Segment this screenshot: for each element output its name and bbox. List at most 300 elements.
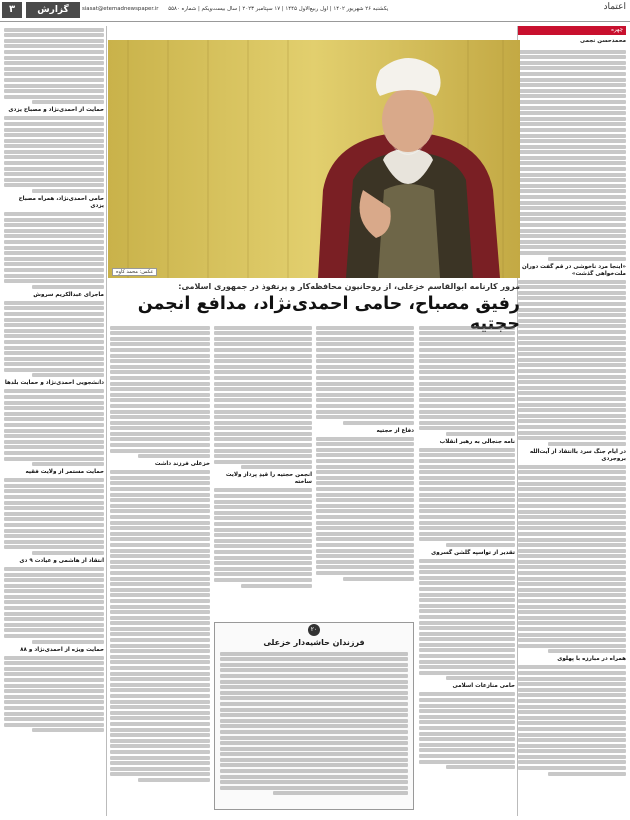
text-line — [518, 145, 626, 149]
cleric-portrait-photo — [108, 40, 520, 278]
text-block — [419, 326, 515, 436]
text-line — [518, 206, 626, 210]
text-line — [419, 487, 515, 491]
text-line — [4, 274, 104, 278]
text-line — [518, 89, 626, 93]
text-line — [220, 741, 408, 745]
text-line — [518, 139, 626, 143]
text-line — [4, 706, 104, 710]
text-line — [548, 772, 626, 776]
text-line — [4, 183, 104, 187]
text-line — [4, 301, 104, 305]
text-line — [316, 393, 414, 397]
text-line — [110, 733, 210, 737]
text-line — [419, 376, 515, 380]
text-line — [518, 397, 626, 401]
text-line — [316, 348, 414, 352]
text-line — [4, 323, 104, 327]
column-subhead: حمایت ویژه از احمدی‌نژاد و ۸۸ — [20, 646, 104, 653]
article-subhead: خزعلی فرزند داشت — [154, 461, 210, 468]
text-line — [316, 543, 414, 547]
text-line — [110, 660, 210, 664]
text-line — [316, 481, 414, 485]
text-line — [220, 696, 408, 700]
text-line — [220, 786, 408, 790]
text-line — [110, 393, 210, 397]
text-line — [518, 106, 626, 110]
text-line — [214, 516, 312, 520]
text-line — [110, 627, 210, 631]
text-line — [4, 362, 104, 366]
text-line — [4, 401, 104, 405]
text-block — [110, 470, 210, 782]
text-line — [214, 561, 312, 565]
text-line — [518, 560, 626, 564]
column-rule — [106, 26, 107, 816]
text-line — [220, 668, 408, 672]
text-line — [214, 421, 312, 425]
text-line — [518, 313, 626, 317]
text-line — [110, 331, 210, 335]
text-line — [110, 616, 210, 620]
box-badge: ۲۰ — [308, 624, 320, 636]
text-line — [110, 560, 210, 564]
text-line — [4, 484, 104, 488]
text-line — [110, 677, 210, 681]
text-line — [4, 279, 104, 283]
text-line — [214, 437, 312, 441]
text-line — [4, 656, 104, 660]
text-line — [4, 578, 104, 582]
text-line — [32, 551, 104, 555]
text-line — [4, 512, 104, 516]
text-line — [419, 698, 515, 702]
text-line — [4, 717, 104, 721]
text-line — [32, 373, 104, 377]
text-line — [4, 661, 104, 665]
text-line — [518, 593, 626, 597]
text-line — [110, 588, 210, 592]
text-line — [110, 370, 210, 374]
text-line — [419, 498, 515, 502]
text-line — [220, 663, 408, 667]
text-line — [518, 150, 626, 154]
text-line — [4, 122, 104, 126]
article-column-4 — [110, 324, 210, 816]
text-line — [220, 775, 408, 779]
text-line — [518, 554, 626, 558]
text-line — [110, 354, 210, 358]
text-line — [214, 426, 312, 430]
text-line — [419, 660, 515, 664]
text-line — [214, 331, 312, 335]
text-line — [518, 721, 626, 725]
text-line — [419, 537, 515, 541]
text-line — [4, 318, 104, 322]
text-line — [518, 510, 626, 514]
text-line — [214, 544, 312, 548]
text-line — [32, 462, 104, 466]
text-line — [518, 716, 626, 720]
text-line — [316, 404, 414, 408]
text-block — [4, 656, 104, 733]
text-line — [214, 505, 312, 509]
text-block — [4, 478, 104, 555]
column-subhead: «اینجا مرد ناخوشی در قم گفت دوران ملت‌خواهی گذشت» — [521, 263, 626, 277]
text-line — [518, 565, 626, 569]
text-line — [518, 369, 626, 373]
text-line — [4, 712, 104, 716]
text-line — [518, 688, 626, 692]
text-line — [214, 488, 312, 492]
text-line — [110, 577, 210, 581]
text-line — [518, 61, 626, 65]
text-line — [4, 133, 104, 137]
text-line — [419, 709, 515, 713]
text-line — [220, 685, 408, 689]
text-line — [214, 337, 312, 341]
text-line — [4, 700, 104, 704]
text-line — [419, 426, 515, 430]
text-line — [419, 593, 515, 597]
text-line — [518, 436, 626, 440]
text-line — [4, 78, 104, 82]
column-subhead: همراه در مبارزه با پهلوی — [557, 656, 626, 663]
text-line — [518, 738, 626, 742]
text-line — [110, 683, 210, 687]
article-subhead: انجمن حجتیه را قیدِ پرداز ولایت ساخته — [225, 472, 312, 486]
text-line — [110, 744, 210, 748]
text-line — [214, 556, 312, 560]
text-line — [419, 504, 515, 508]
text-line — [316, 560, 414, 564]
text-line — [419, 470, 515, 474]
text-line — [419, 404, 515, 408]
text-line — [316, 487, 414, 491]
text-line — [110, 493, 210, 497]
text-line — [518, 178, 626, 182]
text-line — [518, 173, 626, 177]
text-line — [110, 432, 210, 436]
text-line — [4, 234, 104, 238]
text-line — [4, 223, 104, 227]
text-line — [518, 234, 626, 238]
text-line — [419, 521, 515, 525]
text-line — [220, 769, 408, 773]
text-line — [419, 481, 515, 485]
text-line — [110, 644, 210, 648]
text-line — [110, 716, 210, 720]
text-line — [4, 89, 104, 93]
text-line — [518, 100, 626, 104]
text-line — [110, 688, 210, 692]
photo-caption: عکس: محمد کاوه — [112, 268, 157, 276]
text-line — [110, 605, 210, 609]
box-body — [220, 650, 408, 806]
text-line — [110, 672, 210, 676]
text-line — [110, 443, 210, 447]
text-line — [518, 638, 626, 642]
text-line — [110, 694, 210, 698]
text-line — [446, 765, 515, 769]
text-line — [4, 268, 104, 272]
text-line — [110, 515, 210, 519]
text-line — [419, 621, 515, 625]
text-line — [419, 359, 515, 363]
text-line — [214, 393, 312, 397]
text-line — [419, 348, 515, 352]
text-line — [419, 448, 515, 452]
text-line — [518, 610, 626, 614]
text-line — [419, 559, 515, 563]
text-block — [110, 326, 210, 459]
text-line — [32, 640, 104, 644]
text-line — [548, 649, 626, 653]
text-line — [316, 532, 414, 536]
text-line — [220, 736, 408, 740]
text-line — [518, 577, 626, 581]
text-line — [419, 493, 515, 497]
text-line — [110, 481, 210, 485]
text-line — [419, 598, 515, 602]
text-line — [518, 493, 626, 497]
text-line — [518, 760, 626, 764]
text-line — [518, 665, 626, 669]
issue-meta — [82, 6, 388, 12]
text-line — [518, 682, 626, 686]
text-line — [518, 549, 626, 553]
text-line — [4, 406, 104, 410]
text-line — [214, 376, 312, 380]
text-line — [110, 387, 210, 391]
text-line — [110, 410, 210, 414]
text-line — [214, 578, 312, 582]
text-line — [4, 412, 104, 416]
text-line — [214, 567, 312, 571]
text-line — [4, 495, 104, 499]
text-line — [518, 487, 626, 491]
text-line — [316, 365, 414, 369]
article-kicker: مرور کارنامه ابوالقاسم خزعلی، از روحانیون محافظه‌کار و پرنفوذ در جمهوری اسلامی: — [178, 282, 520, 291]
text-line — [316, 370, 414, 374]
text-block — [4, 301, 104, 378]
text-line — [214, 432, 312, 436]
text-line — [518, 744, 626, 748]
text-line — [518, 201, 626, 205]
text-line — [4, 84, 104, 88]
text-line — [110, 376, 210, 380]
text-block — [4, 116, 104, 193]
newspaper-logo: اعتماد — [603, 2, 626, 12]
text-line — [4, 529, 104, 533]
text-line — [214, 326, 312, 330]
text-line — [419, 370, 515, 374]
text-line — [518, 766, 626, 770]
text-line — [110, 632, 210, 636]
text-line — [316, 521, 414, 525]
text-line — [316, 415, 414, 419]
column-subhead: دانشجویی احمدی‌نژاد و حمایت بلدها — [4, 380, 104, 387]
left-column-body — [4, 26, 104, 816]
text-line — [110, 348, 210, 352]
text-line — [214, 370, 312, 374]
text-line — [4, 429, 104, 433]
text-line — [518, 251, 626, 255]
text-line — [316, 504, 414, 508]
text-line — [518, 352, 626, 356]
text-line — [4, 589, 104, 593]
text-line — [518, 184, 626, 188]
text-line — [4, 634, 104, 638]
text-line — [316, 337, 414, 341]
text-line — [419, 337, 515, 341]
text-line — [4, 246, 104, 250]
text-line — [214, 415, 312, 419]
text-line — [4, 144, 104, 148]
text-line — [419, 615, 515, 619]
column-subhead: انتقاد از هاشمی و عیادت ۹ دی — [19, 557, 104, 564]
text-block — [518, 665, 626, 775]
issue-date: یکشنبه ۲۶ شهریور ۱۴۰۲ | اول ربیع‌الاول ۱۴۴۵ | ۱۷ سپتامبر ۲۰۲۳ | سال بیست‌و‌یکم | شماره ۵۵۸۰ — [168, 6, 389, 12]
text-line — [343, 577, 414, 581]
text-line — [4, 567, 104, 571]
text-line — [110, 476, 210, 480]
text-line — [214, 572, 312, 576]
text-line — [316, 387, 414, 391]
text-line — [4, 389, 104, 393]
text-line — [4, 478, 104, 482]
text-line — [214, 522, 312, 526]
text-block — [419, 692, 515, 769]
text-line — [110, 537, 210, 541]
text-line — [138, 778, 210, 782]
text-line — [419, 526, 515, 530]
text-line — [4, 623, 104, 627]
text-line — [241, 584, 312, 588]
text-line — [4, 584, 104, 588]
text-line — [4, 672, 104, 676]
text-line — [419, 737, 515, 741]
text-line — [518, 515, 626, 519]
text-block — [518, 50, 626, 261]
text-line — [518, 633, 626, 637]
text-line — [316, 437, 414, 441]
text-line — [316, 342, 414, 346]
text-line — [110, 365, 210, 369]
text-line — [110, 756, 210, 760]
text-line — [419, 565, 515, 569]
text-line — [316, 493, 414, 497]
text-line — [214, 533, 312, 537]
text-line — [316, 398, 414, 402]
text-line — [110, 532, 210, 536]
text-line — [110, 772, 210, 776]
text-line — [316, 509, 414, 513]
text-line — [214, 443, 312, 447]
text-line — [110, 705, 210, 709]
text-block — [518, 280, 626, 446]
text-line — [4, 457, 104, 461]
text-line — [316, 571, 414, 575]
text-line — [110, 337, 210, 341]
text-line — [4, 312, 104, 316]
text-line — [214, 511, 312, 515]
text-line — [4, 229, 104, 233]
text-line — [4, 56, 104, 60]
text-line — [518, 621, 626, 625]
text-line — [4, 523, 104, 527]
text-line — [110, 487, 210, 491]
text-line — [110, 582, 210, 586]
text-line — [518, 308, 626, 312]
text-line — [518, 336, 626, 340]
text-block — [4, 212, 104, 289]
text-block — [316, 437, 414, 581]
text-line — [110, 722, 210, 726]
text-line — [4, 600, 104, 604]
text-line — [4, 545, 104, 549]
text-line — [518, 543, 626, 547]
text-line — [110, 649, 210, 653]
text-line — [110, 593, 210, 597]
text-line — [419, 365, 515, 369]
text-line — [518, 55, 626, 59]
text-line — [518, 380, 626, 384]
column-subhead: حمایت از احمدی‌نژاد و مصباح یزدی — [8, 107, 104, 114]
text-line — [419, 704, 515, 708]
text-line — [518, 296, 626, 300]
text-line — [4, 534, 104, 538]
text-line — [110, 761, 210, 765]
text-line — [110, 571, 210, 575]
text-line — [518, 83, 626, 87]
text-line — [110, 326, 210, 330]
text-line — [220, 680, 408, 684]
text-line — [419, 715, 515, 719]
text-block — [4, 28, 104, 105]
text-line — [419, 465, 515, 469]
text-line — [419, 453, 515, 457]
text-block — [4, 389, 104, 466]
text-line — [518, 677, 626, 681]
text-line — [419, 576, 515, 580]
text-line — [110, 638, 210, 642]
text-line — [4, 155, 104, 159]
text-line — [32, 728, 104, 732]
text-line — [4, 95, 104, 99]
text-line — [518, 749, 626, 753]
text-line — [419, 570, 515, 574]
text-line — [518, 285, 626, 289]
text-line — [273, 791, 408, 795]
text-line — [4, 440, 104, 444]
text-line — [419, 459, 515, 463]
text-line — [4, 329, 104, 333]
author-name: محمدحسن نجمی — [580, 38, 626, 44]
text-line — [419, 760, 515, 764]
text-line — [518, 319, 626, 323]
text-line — [4, 67, 104, 71]
text-line — [518, 627, 626, 631]
text-line — [4, 689, 104, 693]
text-line — [518, 341, 626, 345]
article-column-1 — [419, 324, 515, 816]
text-block — [4, 567, 104, 644]
text-line — [110, 565, 210, 569]
text-line — [518, 189, 626, 193]
text-line — [110, 666, 210, 670]
text-line — [419, 609, 515, 613]
